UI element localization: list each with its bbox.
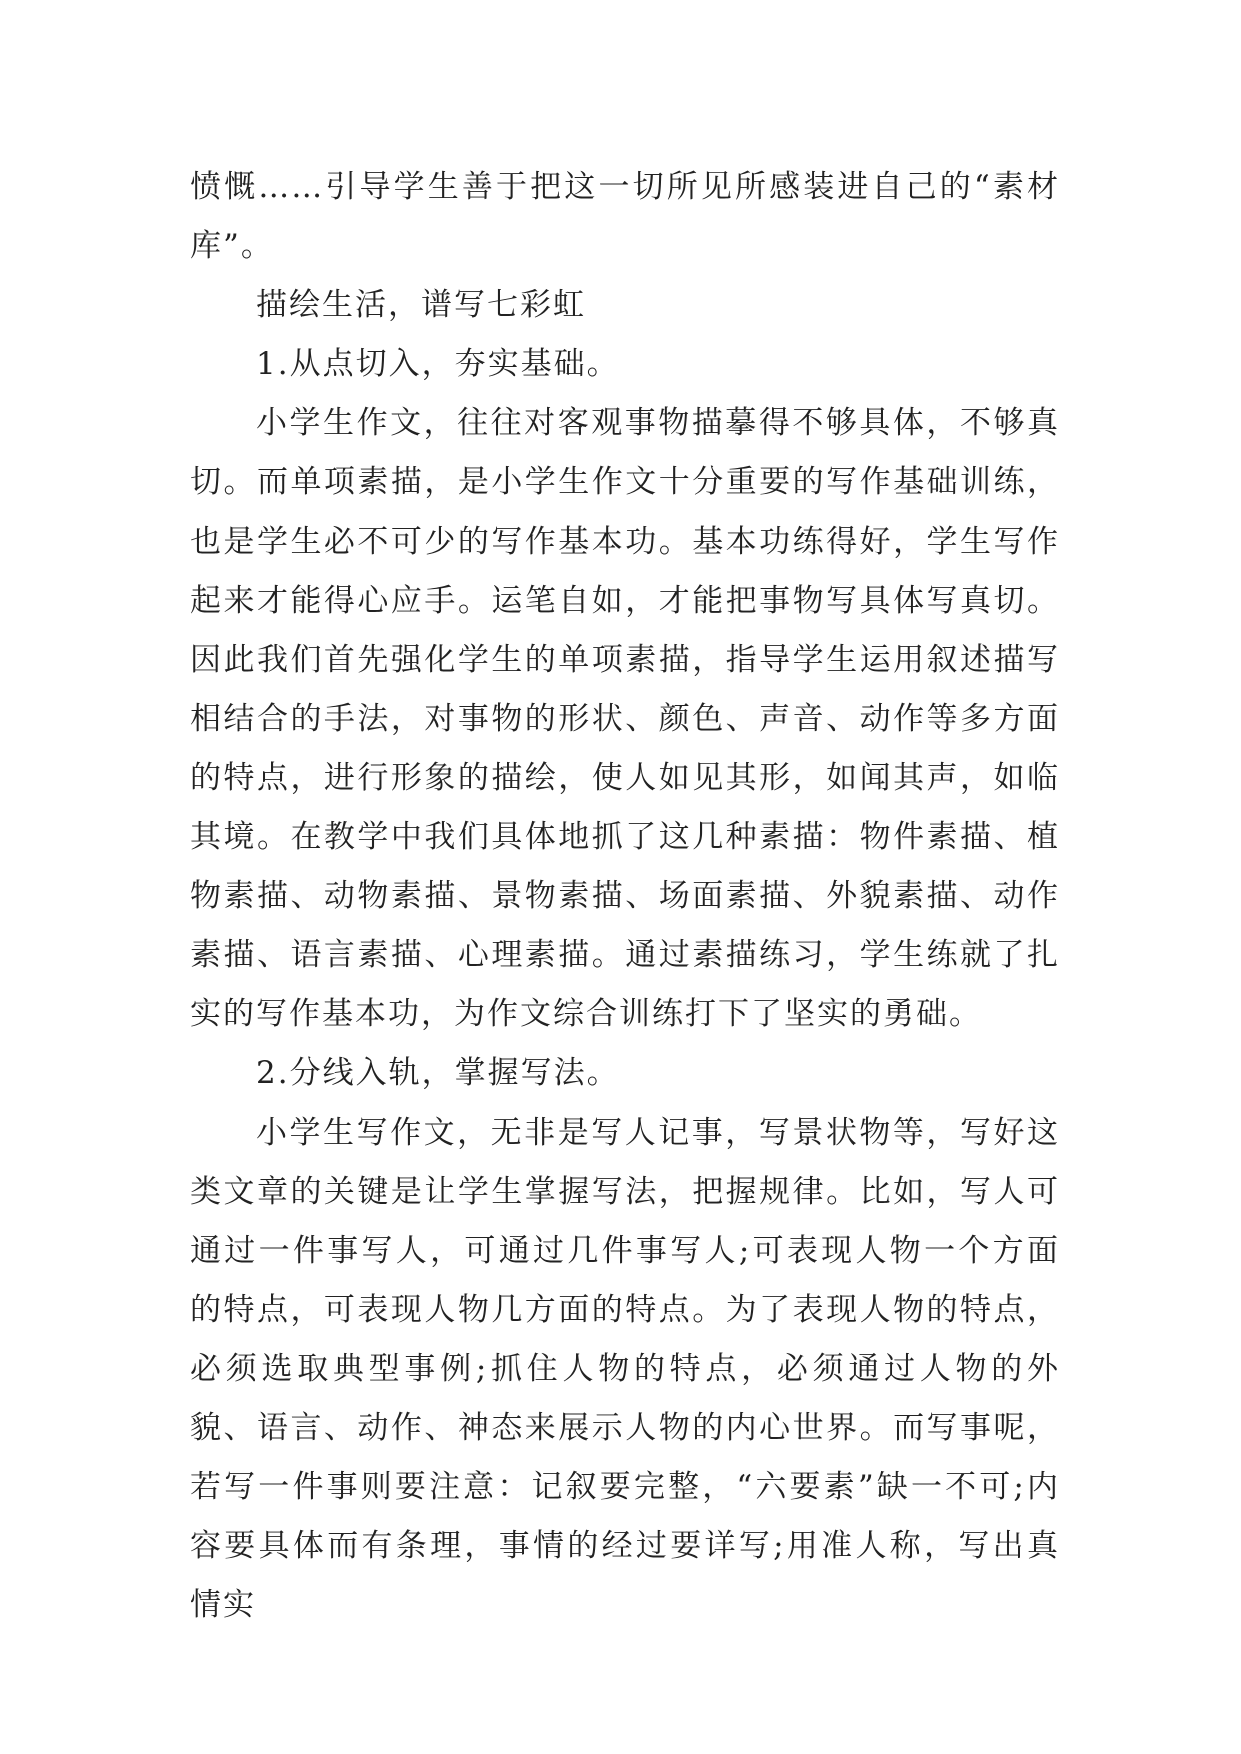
subheading-2: 2.分线入轨，掌握写法。 [256,1055,620,1092]
paragraph-sketch-training: 小学生作文，往往对客观事物描摹得不够具体，不够真切。而单项素描，是小学生作文十分重要的写作基础训练，也是学生必不可少的写作基本功。基本功练得好，学生写作起来才能得心应手。运笔自如，才能把事物写具体写真切。因此我们首先强化学生的单项素描，指导学生运用叙述描写相结合的手法，对事物的形状、颜色、声音、动作等多方面的特点，进行形象的描绘，使人如见其形，如闻其声，如临其境。在教学中我们具体地抓了这几种素描：物件素描、植物素描、动物素描、景物素描、场面素描、外貌素描、动作素描、语言素描、心理素描。通过素描练习，学生练就了扎实的写作基本功，为作文综合训练打下了坚实的勇础。 [190,405,1060,1033]
paragraph-continuation: 愤慨……引导学生善于把这一切所见所感装进自己的“素材库”。 [190,169,1060,265]
paragraph-writing-methods: 小学生写作文，无非是写人记事，写景状物等，写好这类文章的关键是让学生掌握写法，把握规律。比如，写人可通过一件事写人，可通过几件事写人;可表现人物一个方面的特点，可表现人物几方面的特点。为了表现人物的特点，必须选取典型事例;抓住人物的特点，必须通过人物的外貌、语言、动作、神态来展示人物的内心世界。而写事呢，若写一件事则要注意：记叙要完整，“六要素”缺一不可;内容要具体而有条理，事情的经过要详写;用准人称，写出真情实 [190,1114,1060,1624]
subheading-1: 1.从点切入，夯实基础。 [256,346,620,383]
section-heading: 描绘生活，谱写七彩虹 [256,287,586,324]
body-text [190,158,1060,1635]
